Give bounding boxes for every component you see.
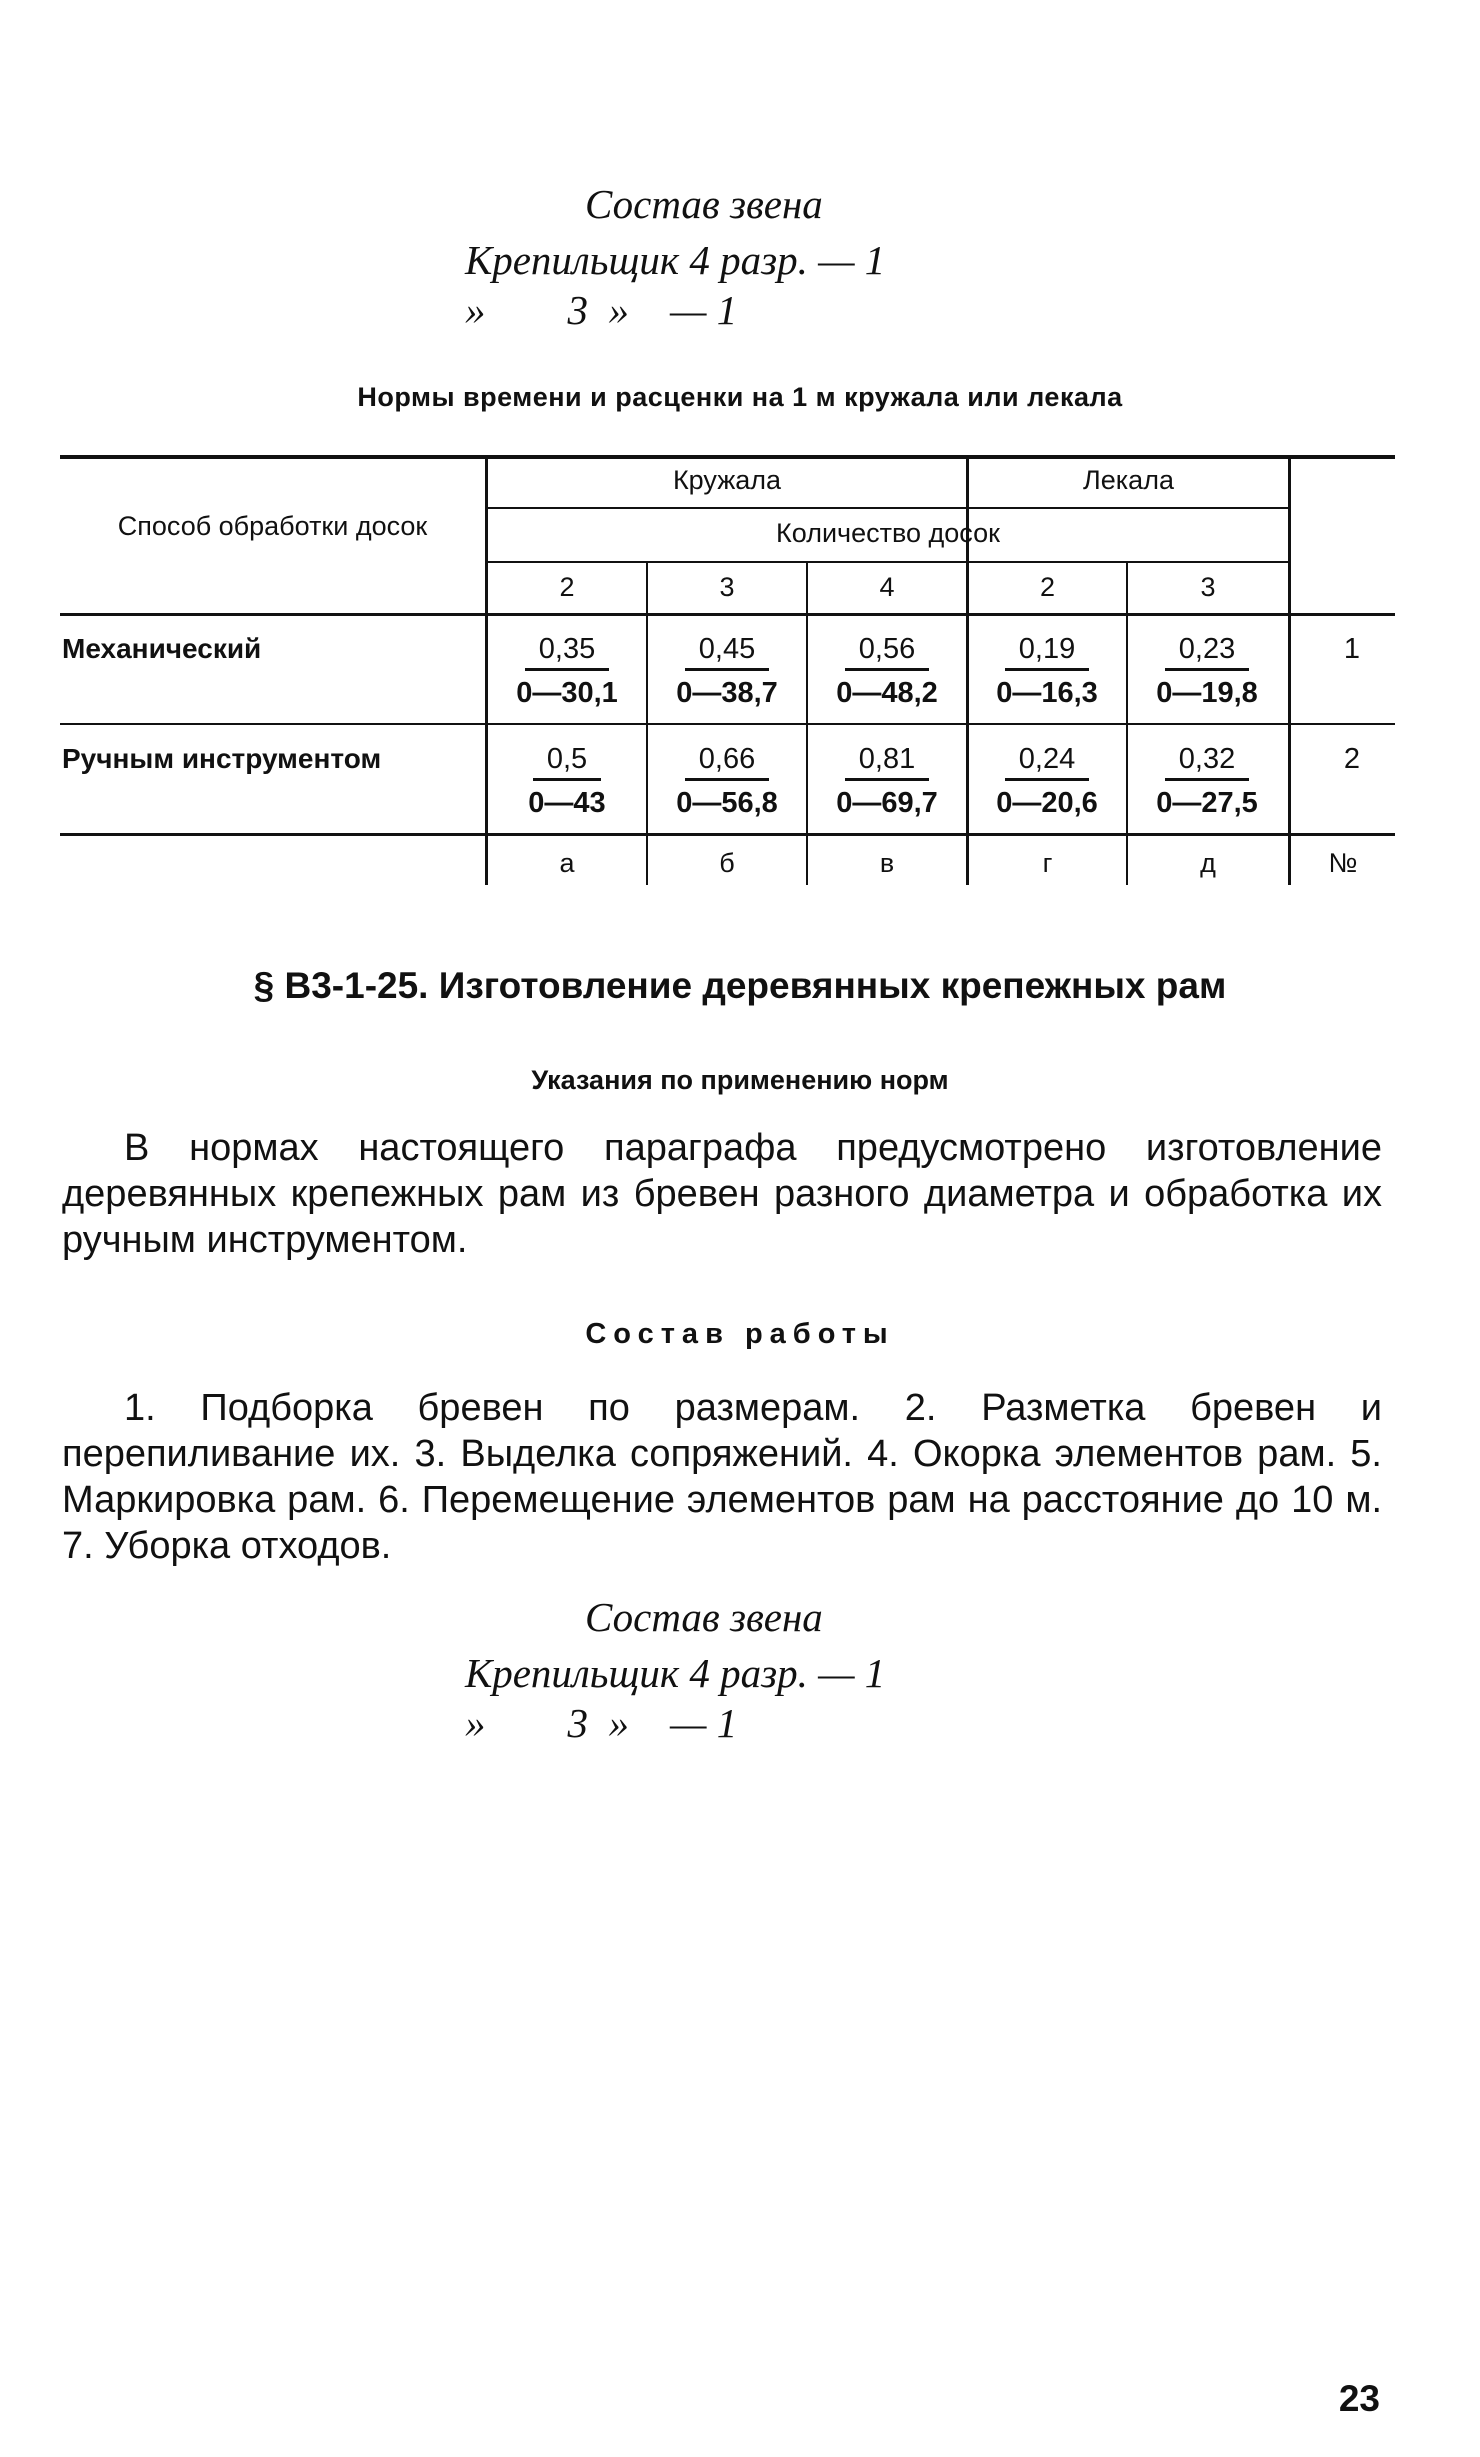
header-method: Способ обработки досок: [117, 511, 428, 541]
norm-cell: [648, 743, 806, 820]
norm-value: 0,81: [845, 743, 929, 781]
rate-value: 0—48,2: [836, 677, 938, 709]
column-letter: г: [1042, 848, 1053, 878]
work-composition-text: 1. Подборка бревен по размерам. 2. Разметка бревен и перепиливание их. 3. Выделка сопряжений. 4. Окорка элементов рам. 5. Маркировка рам. 6. Перемещение элементов рам на расстояние до 10 м. 7. Уборка отходов.: [62, 1387, 1382, 1567]
rate-value: 0—30,1: [516, 677, 618, 709]
section-heading: § В3-1-25. Изготовление деревянных крепежных рам: [253, 965, 1227, 1006]
number-sign: №: [1328, 848, 1358, 878]
row-number: 1: [1343, 633, 1361, 665]
rate-value: 0—56,8: [676, 787, 778, 819]
norm-cell: [488, 743, 646, 820]
norm-cell: [968, 633, 1126, 710]
norm-cell: [1128, 743, 1286, 820]
norm-cell: [488, 633, 646, 710]
norm-value: 0,32: [1165, 743, 1249, 781]
norms-table: [60, 455, 1395, 885]
col-rule-3: [806, 561, 808, 885]
header-board-num: 3: [719, 572, 735, 602]
rate-value: 0—69,7: [836, 787, 938, 819]
norm-value: 0,66: [685, 743, 769, 781]
norm-cell: [808, 743, 966, 820]
header-board-num: 2: [559, 572, 575, 602]
norm-value: 0,56: [845, 633, 929, 671]
norm-value: 0,19: [1005, 633, 1089, 671]
guidelines-text: В нормах настоящего параграфа предусмотрено изготовление деревянных крепежных рам из бревен разного диаметра и обработка их ручным инструментом.: [62, 1127, 1382, 1261]
column-letter: а: [559, 848, 575, 878]
column-letter: в: [879, 848, 895, 878]
column-letter: д: [1200, 848, 1216, 878]
rate-value: 0—27,5: [1156, 787, 1258, 819]
header-kruzhala: Кружала: [672, 465, 782, 495]
row-label-mechanical: Механический: [62, 633, 262, 664]
crew-title: Состав звена: [585, 1594, 823, 1640]
norm-cell: [968, 743, 1126, 820]
col-rule-2: [646, 561, 648, 885]
row1-bottom-rule: [60, 723, 1395, 725]
norm-cell: [648, 633, 806, 710]
row-label-manual: Ручным инструментом: [62, 743, 382, 774]
norm-value: 0,23: [1165, 633, 1249, 671]
rate-value: 0—38,7: [676, 677, 778, 709]
work-composition-heading: Состав работы: [585, 1318, 895, 1350]
header-board-num: 3: [1200, 572, 1216, 602]
crew-title: Состав звена: [585, 181, 823, 227]
crew-line-2: » 3 » — 1: [465, 1700, 738, 1746]
col-rule-6: [1288, 455, 1291, 885]
header-lekala: Лекала: [1083, 465, 1174, 495]
row-number: 2: [1343, 743, 1361, 775]
table-top-rule: [60, 455, 1395, 459]
norm-value: 0,5: [533, 743, 601, 781]
row2-bottom-rule: [60, 833, 1395, 836]
group-under-rule: [487, 507, 1291, 509]
crew-line-1: Крепильщик 4 разр. — 1: [465, 1650, 886, 1696]
norm-cell: [808, 633, 966, 710]
table-title: Нормы времени и расценки на 1 м кружала или лекала: [357, 382, 1123, 412]
header-bottom-rule: [60, 613, 1395, 616]
col-rule-5: [1126, 561, 1128, 885]
boards-under-rule: [487, 561, 1291, 563]
rate-value: 0—20,6: [996, 787, 1098, 819]
rate-value: 0—19,8: [1156, 677, 1258, 709]
header-boards-count: Количество досок: [776, 518, 1000, 548]
crew-line-1: Крепильщик 4 разр. — 1: [465, 237, 886, 283]
header-board-num: 4: [879, 572, 895, 602]
guidelines-heading: Указания по применению норм: [531, 1065, 949, 1095]
column-letter: б: [719, 848, 735, 878]
header-board-num: 2: [1039, 572, 1056, 602]
norm-value: 0,24: [1005, 743, 1089, 781]
rate-value: 0—16,3: [996, 677, 1098, 709]
crew-line-2: » 3 » — 1: [465, 287, 738, 333]
rate-value: 0—43: [528, 787, 606, 819]
norm-value: 0,45: [685, 633, 769, 671]
norm-value: 0,35: [525, 633, 609, 671]
page-number: 23: [1338, 2378, 1380, 2419]
norm-cell: [1128, 633, 1286, 710]
